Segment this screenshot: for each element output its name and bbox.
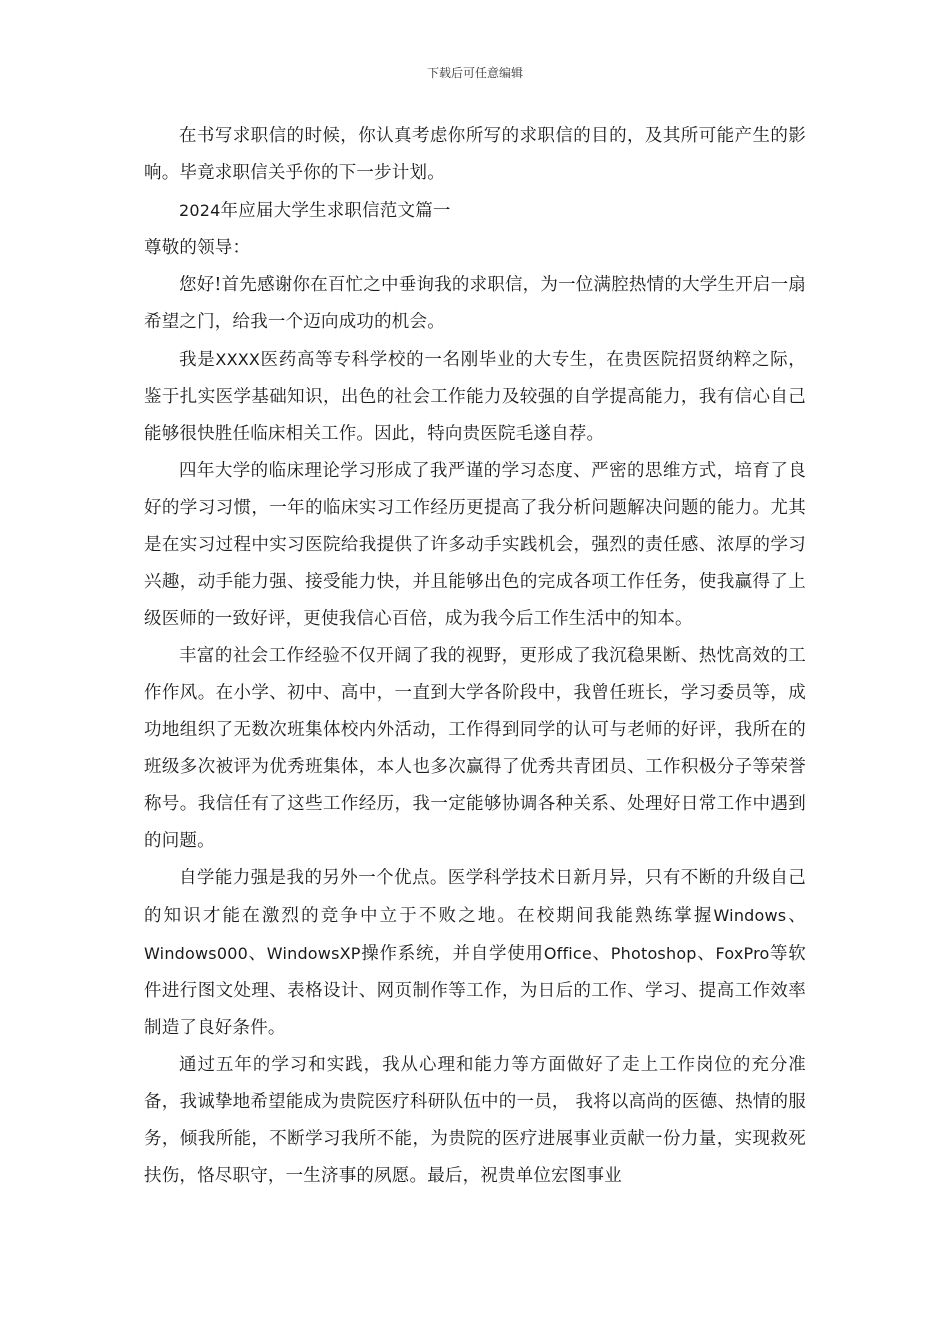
paragraph-salutation: 尊敬的领导： bbox=[144, 238, 251, 258]
paragraph-study: 四年大学的临床理论学习形成了我严谨的学习态度、严密的思维方式，培育了良好的学习习惯，一年的临床实习工作经历更提高了我分析问题解决问题的能力。尤其是在实习过程中实习医院给我提供了许多动手实践机会，强烈的责任感、浓厚的学习兴趣，动手能力强、接受能力快，并且能够出色的完成各项工作任务，使我赢得了上级医师的一致好评，更使我信心百倍，成为我今后工作生活中的知本。 bbox=[144, 461, 806, 629]
paragraph-self-intro: 我是XXXX医药高等专科学校的一名刚毕业的大专生，在贵医院招贤纳粹之际，鉴于扎实医学基础知识，出色的社会工作能力及较强的自学提高能力，我有信心自己能够很快胜任临床相关工作。因此，特向贵医院毛遂自荐。 bbox=[144, 350, 807, 444]
page-header: 下载后可任意编辑 bbox=[426, 66, 523, 80]
paragraph-greeting: 您好!首先感谢你在百忙之中垂询我的求职信，为一位满腔热情的大学生开启一扇希望之门，给我一个迈向成功的机会。 bbox=[144, 275, 806, 332]
paragraph-heading: 2024年应届大学生求职信范文篇一 bbox=[179, 201, 451, 221]
document-body bbox=[144, 118, 806, 1195]
paragraph-social-work: 丰富的社会工作经验不仅开阔了我的视野，更形成了我沉稳果断、热忱高效的工作作风。在小学、初中、高中，一直到大学各阶段中，我曾任班长，学习委员等，成功地组织了无数次班集体校内外活动，工作得到同学的认可与老师的好评，我所在的班级多次被评为优秀班集体，本人也多次赢得了优秀共青团员、工作积极分子等荣誉称号。我信任有了这些工作经历，我一定能够协调各种关系、处理好日常工作中遇到的问题。 bbox=[144, 646, 806, 851]
paragraph-self-learning: 自学能力强是我的另外一个优点。医学科学技术日新月异，只有不断的升级自己的知识才能在激烈的竞争中立于不败之地。在校期间我能熟练掌握Windows、Windows000、WindowsXP操作系统，并自学使用Office、Photoshop、FoxPro等软件进行图文处理、表格设计、网页制作等工作，为日后的工作、学习、提高工作效率制造了良好条件。 bbox=[144, 868, 807, 1038]
paragraph-intro: 在书写求职信的时候，你认真考虑你所写的求职信的目的，及其所可能产生的影响。毕竟求职信关乎你的下一步计划。 bbox=[144, 126, 806, 183]
paragraph-closing: 通过五年的学习和实践，我从心理和能力等方面做好了走上工作岗位的充分准备，我诚挚地希望能成为贵院医疗科研队伍中的一员， 我将以高尚的医德、热情的服务，倾我所能，不断学习我所不能，为贵院的医疗进展事业贡献一份力量，实现救死扶伤，恪尽职守，一生济事的夙愿。最后，祝贵单位宏图事业 bbox=[144, 1055, 806, 1186]
